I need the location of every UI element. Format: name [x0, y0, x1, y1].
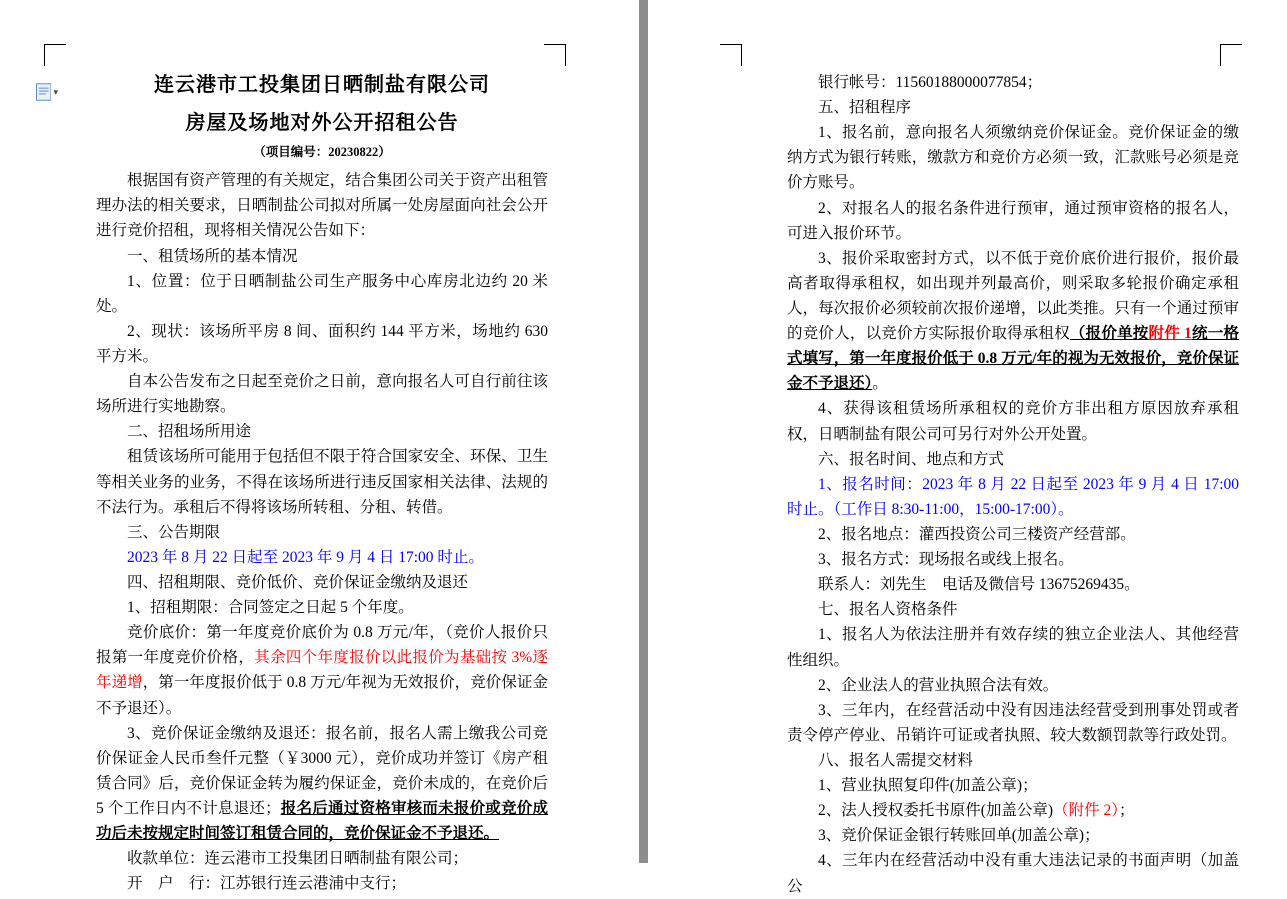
paragraph-intro: 根据国有资产管理的有关规定，结合集团公司关于资产出租管理办法的相关要求，日晒制盐公司拟对所属一处房屋面向社会公开进行竞价招租，现将相关情况公告如下：: [96, 172, 548, 240]
paragraph-4-2: [96, 620, 548, 720]
crop-mark: [44, 44, 66, 45]
paragraph-7-2: 2、企业法人的营业执照合法有效。: [818, 676, 1059, 694]
paragraph-account: 银行帐号：11560188000077854；: [818, 74, 1043, 91]
paragraph-4-3: [96, 721, 548, 847]
paragraph-bank: 开 户 行：江苏银行连云港浦中支行；: [127, 875, 407, 893]
paragraph-8-4: 4、三年内在经营活动中没有重大违法记录的书面声明（加盖公: [787, 852, 1239, 895]
paragraph-5-2: 2、对报名人的报名条件进行预审，通过预审资格的报名人，可进入报价环节。: [787, 199, 1239, 242]
paragraph-4-1: 1、招租期限：合同签定之日起 5 个年度。: [127, 599, 414, 617]
attachment-1-reference: 附件 1: [1148, 325, 1192, 343]
heading-section-8: 八、报名人需提交材料: [818, 751, 974, 769]
paragraph-5-1: 1、报名前，意向报名人须缴纳竞价保证金。竞价保证金的缴纳方式为银行转账，缴款方和竞价方必须一致，汇款账号必须是竞价方账号。: [787, 124, 1239, 192]
page-right: [648, 0, 1287, 895]
paragraph-7-1: 1、报名人为依法注册并有效存续的独立企业法人、其他经营性组织。: [787, 626, 1239, 669]
heading-section-3: 三、公告期限: [127, 523, 221, 541]
paragraph-5-3-end: 。: [872, 375, 888, 393]
paragraph-3-1-dates: 2023 年 8 月 22 日起至 2023 年 9 月 4 日 17:00 时止。: [127, 548, 484, 566]
paragraph-payee: 收款单位：连云港市工投集团日晒制盐有限公司；: [127, 850, 469, 868]
page-left-content: [96, 70, 548, 896]
heading-section-1: 一、租赁场所的基本情况: [127, 247, 298, 265]
crop-mark: [44, 44, 45, 66]
paragraph-5-3-part-a: 3、报价采取密封方式，以不低于竞价底价进行报价，报价最高者取得承租权，如出现并列最高价，则采取多轮报价确定承租人，每次报价必须较前次报价递增，以此类推。只有一个通过预审的竞价人，以竞价方实际报价取得承租权: [787, 249, 1239, 343]
crop-mark: [544, 44, 566, 45]
paragraph-6-3: 3、报名方式：现场报名或线上报名。: [818, 551, 1074, 569]
document-page-icon[interactable]: [36, 82, 58, 102]
document-title-line1: 连云港市工投集团日晒制盐有限公司: [154, 74, 490, 96]
attachment-2-reference: （附件 2）: [1053, 802, 1119, 820]
paragraph-5-3-emphasis-a: （报价单按: [1069, 325, 1149, 343]
chevron-down-icon[interactable]: ▾: [53, 86, 58, 97]
paragraph-1-2: 2、现状：该场所平房 8 间、面积约 144 平方米，场地约 630 平方米。: [96, 322, 548, 366]
paragraph-4-2-highlight: 其余四个年度报价以此报价为基础按 3%逐年递增: [96, 649, 548, 692]
paragraph-8-2-part-a: 2、法人授权委托书原件(加盖公章): [818, 802, 1054, 820]
heading-section-6: 六、报名时间、地点和方式: [818, 450, 1005, 468]
page-left: [0, 0, 639, 893]
paragraph-8-3: 3、竞价保证金银行转账回单(加盖公章)；: [818, 827, 1100, 845]
heading-section-7: 七、报名人资格条件: [818, 601, 958, 619]
page-right-content: [787, 70, 1239, 899]
crop-mark: [1220, 44, 1242, 45]
document-title-line2: 房屋及场地对外公开招租公告: [185, 112, 459, 134]
page-gutter: [639, 0, 648, 863]
paragraph-8-1: 1、营业执照复印件(加盖公章)；: [818, 777, 1038, 795]
heading-section-2: 二、招租场所用途: [127, 423, 252, 441]
crop-mark: [1220, 44, 1221, 66]
paragraph-5-3: [787, 246, 1239, 397]
paragraph-4-3-part-a: 3、竞价保证金缴纳及退还：报名前，报名人需上缴我公司竞价保证金人民币叁仟元整（￥3000 元），竞价成功并签订《房产租赁合同》后，竞价保证金转为履约保证金，竞价未成的，在竞价后 5 个工作日内不计息退还；: [96, 724, 548, 817]
paragraph-7-3: 3、三年内，在经营活动中没有因违法经营受到刑事处罚或者责令停产停业、吊销许可证或者执照、较大数额罚款等行政处罚。: [787, 701, 1239, 744]
paragraph-8-2-part-b: ；: [1118, 802, 1135, 820]
heading-section-4: 四、招租期限、竞价低价、竞价保证金缴纳及退还: [127, 574, 469, 591]
paragraph-4-2-part-b: ，第一年度报价低于 0.8 万元/年视为无效报价，竞价保证金不予退还）。: [96, 674, 548, 717]
heading-section-5: 五、招租程序: [818, 99, 912, 117]
crop-mark: [565, 44, 566, 66]
paragraph-contact: 联系人：刘先生 电话及微信号 13675269435。: [818, 576, 1140, 594]
paragraph-8-2: [787, 798, 1239, 823]
paragraph-4-2-part-a: 竞价底价：第一年度竞价底价为 0.8 万元/年，（竞价人报价只报第一年度竞价价格，: [96, 624, 548, 667]
paragraph-6-2: 2、报名地点：灌西投资公司三楼资产经营部。: [818, 525, 1136, 543]
paragraph-1-3: 自本公告发布之日起至竞价之日前，意向报名人可自行前往该场所进行实地勘察。: [96, 373, 548, 416]
project-number: （项目编号：20230822）: [253, 145, 391, 159]
paragraph-5-4: 4、获得该租赁场所承租权的竞价方非出租方原因放弃承租权，日晒制盐有限公司可另行对外公开处置。: [787, 400, 1239, 443]
crop-mark: [741, 44, 742, 66]
paragraph-6-1-signup-time: 1、报名时间：2023 年 8 月 22 日起至 2023 年 9 月 4 日 17:00 时止。（工作日 8:30-11:00，15:00-17:00）。: [787, 475, 1239, 518]
paragraph-2-1: 租赁该场所可能用于包括但不限于符合国家安全、环保、卫生等相关业务的业务，不得在该场所进行违反国家相关法律、法规的不法行为。承租后不得将该场所转租、分租、转借。: [96, 448, 548, 516]
paragraph-1-1: 1、位置：位于日晒制盐公司生产服务中心库房北边约 20 米处。: [96, 272, 548, 315]
crop-mark: [720, 44, 742, 45]
paragraph-4-3-emphasis: 报名后通过资格审核而未报价或竞价成功后未按规定时间签订租赁合同的，竞价保证金不予退还。: [96, 799, 548, 843]
paragraph-5-3-emphasis-b: 统一格式填写，第一年度报价低于 0.8 万元/年的视为无效报价，竞价保证金不予退还）: [787, 325, 1239, 393]
